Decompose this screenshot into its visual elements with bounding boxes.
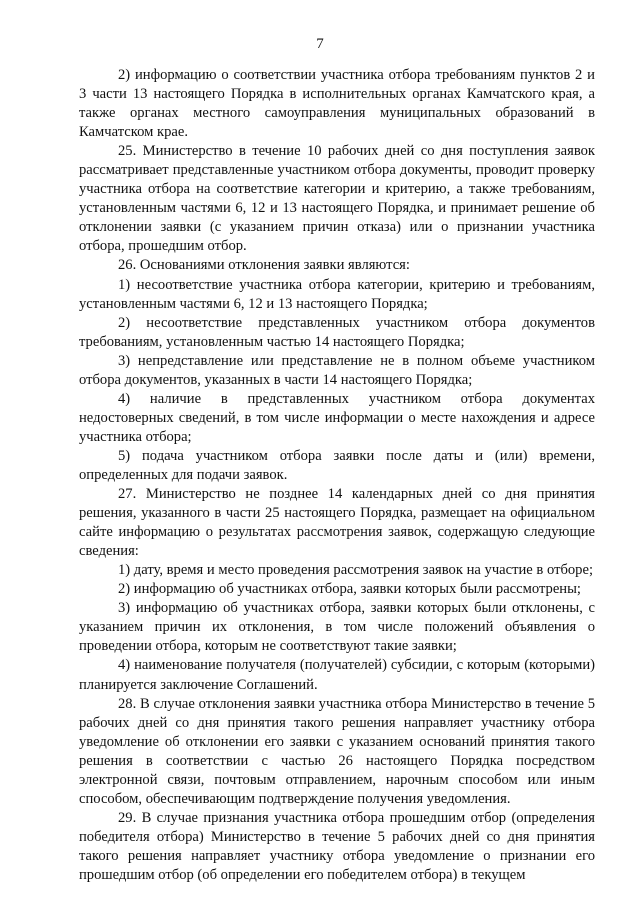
paragraph-26-item-5: 5) подача участником отбора заявки после даты и (или) времени, определенных для подачи заявок. xyxy=(79,447,595,483)
page-number: 7 xyxy=(316,36,324,52)
document-body xyxy=(79,66,595,885)
paragraph-section-28: 28. В случае отклонения заявки участника отбора Министерство в течение 5 рабочих дней со дня принятия такого решения направляет участнику отбора уведомление об отклонении его заявки с указанием оснований принятия такого решения в соответствии с частью 26 настоящего Порядка посредством электронной связи, почтовым отправлением, нарочным способом или иным способом, обеспечивающим подтверждение получения уведомления. xyxy=(79,695,595,807)
paragraph-section-29: 29. В случае признания участника отбора прошедшим отбор (определения победителя отбора) Министерство в течение 5 рабочих дней со дня принятия такого решения направляет участнику отбора уведомление о признании его прошедшим отбор (об определении его победителем отбора) в текущем xyxy=(79,809,595,883)
paragraph-27-item-4: 4) наименование получателя (получателей) субсидии, с которым (которыми) планируется заключение Соглашений. xyxy=(79,657,595,693)
paragraph-26-item-1: 1) несоответствие участника отбора категории, критерию и требованиям, установленным частями 6, 12 и 13 настоящего Порядка; xyxy=(79,276,595,312)
paragraph-section-27: 27. Министерство не позднее 14 календарных дней со дня принятия решения, указанного в части 25 настоящего Порядка, размещает на официальном сайте информацию о результатах рассмотрения заявок, содержащую следующие сведения: xyxy=(79,486,595,560)
paragraph-26-item-2: 2) несоответствие представленных участником отбора документов требованиям, установленным частью 14 настоящего Порядка; xyxy=(79,314,595,350)
paragraph-section-26: 26. Основаниями отклонения заявки являются: xyxy=(118,257,410,274)
paragraph-26-item-4: 4) наличие в представленных участником отбора документах недостоверных сведений, в том числе информации о месте нахождения и адресе участника отбора; xyxy=(79,390,595,445)
paragraph-27-item-3: 3) информацию об участниках отбора, заявки которых были отклонены, с указанием причин их отклонения, в том числе положений объявления о проведении отбора, которым не соответствуют такие заявки; xyxy=(79,600,595,655)
paragraph-item-2-info: 2) информацию о соответствии участника отбора требованиям пунктов 2 и 3 части 13 настоящего Порядка в исполнительных органах Камчатского края, а также органах местного самоуправления муниципальных образований в Камчатском крае. xyxy=(79,67,595,141)
paragraph-26-item-3: 3) непредставление или представление не в полном объеме участником отбора документов, указанных в части 14 настоящего Порядка; xyxy=(79,352,595,388)
paragraph-27-item-2: 2) информацию об участниках отбора, заявки которых были рассмотрены; xyxy=(118,581,581,598)
paragraph-27-item-1: 1) дату, время и место проведения рассмотрения заявок на участие в отборе; xyxy=(118,562,594,579)
paragraph-section-25: 25. Министерство в течение 10 рабочих дней со дня поступления заявок рассматривает представленные участником отбора документы, проводит проверку участника отбора на соответствие категории и критерию, а также требованиям, установленным частями 6, 12 и 13 настоящего Порядка, и принимает решение об отклонении заявки (с указанием причин отказа) или о признании участника отбора, прошедшим отбор. xyxy=(79,143,595,255)
